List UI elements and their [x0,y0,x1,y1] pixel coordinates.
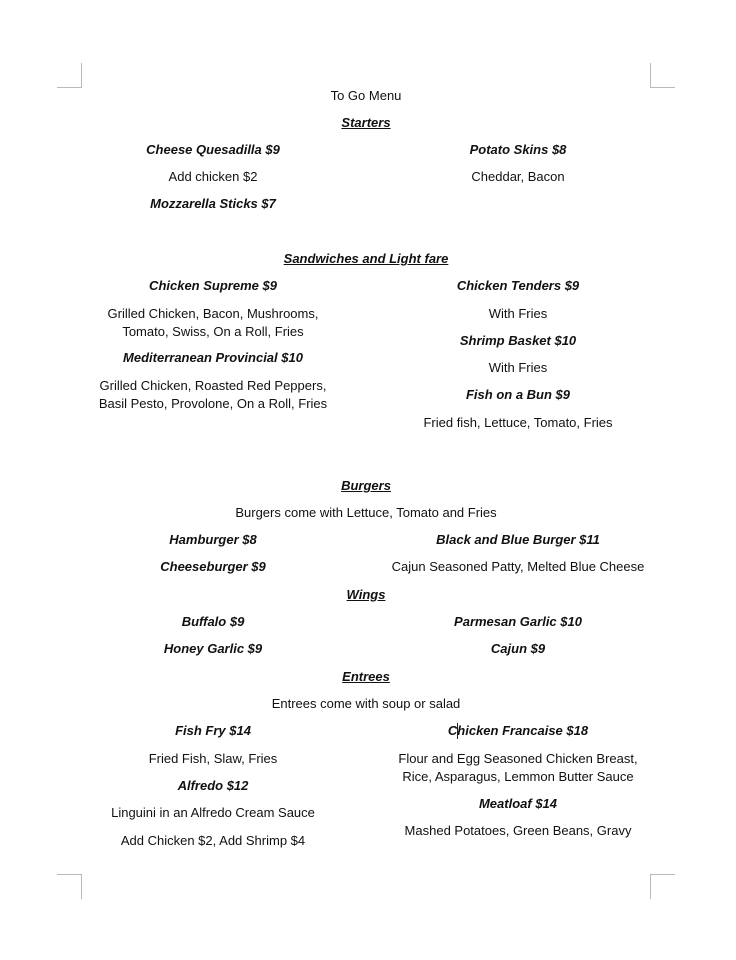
menu-item-desc: Fried fish, Lettuce, Tomato, Fries [423,415,613,430]
menu-item-name: Shrimp Basket $10 [459,333,577,348]
menu-item-name: Mediterranean Provincial $10 [123,350,303,365]
section-heading-burgers: Burgers [341,478,391,493]
menu-item-desc: Mashed Potatoes, Green Beans, Gravy [404,823,632,838]
menu-item-desc: Fried Fish, Slaw, Fries [148,751,278,766]
menu-item-name: Hamburger $8 [169,532,257,547]
menu-item-name: Chicken Tenders $9 [456,278,580,293]
menu-item-desc: Cheddar, Bacon [471,169,565,184]
menu-item-name: Buffalo $9 [181,614,245,629]
menu-item-name: Fish on a Bun $9 [465,387,571,402]
menu-item-name: Honey Garlic $9 [163,641,263,656]
menu-item-name: Chicken Francaise $18 [447,723,589,738]
menu-item-desc: With Fries [488,306,548,321]
menu-item-desc: Add chicken $2 [168,169,258,184]
section-heading-sandwiches: Sandwiches and Light fare [283,251,449,266]
menu-item-name: Black and Blue Burger $11 [436,532,600,547]
menu-item-name: Mozzarella Sticks $7 [150,196,276,211]
menu-item-name: Potato Skins $8 [469,142,567,157]
menu-item-name: Cajun $9 [490,641,546,656]
section-note: Entrees come with soup or salad [271,696,461,711]
crop-mark-top-left [57,63,82,88]
menu-item-name: Chicken Supreme $9 [149,278,277,293]
menu-item-name: Parmesan Garlic $10 [454,614,582,629]
menu-item-desc: Grilled Chicken, Bacon, Mushrooms, Tomato, Swiss, On a Roll, Fries [107,306,319,339]
section-note: Burgers come with Lettuce, Tomato and Fries [235,505,497,520]
menu-item-name: Cheeseburger $9 [160,559,266,574]
crop-mark-bottom-right [650,874,675,899]
section-heading-starters: Starters [341,115,391,130]
menu-item-name: Cheese Quesadilla $9 [146,142,280,157]
menu-item-name: Fish Fry $14 [175,723,251,738]
menu-item-name: Meatloaf $14 [478,796,558,811]
menu-title: To Go Menu [330,88,402,103]
menu-item-desc: With Fries [488,360,548,375]
section-heading-wings: Wings [346,587,386,602]
crop-mark-bottom-left [57,874,82,899]
menu-item-desc: Cajun Seasoned Patty, Melted Blue Cheese [391,559,645,574]
menu-item-desc: Linguini in an Alfredo Cream Sauce [111,805,315,820]
crop-mark-top-right [650,63,675,88]
menu-item-extra: Add Chicken $2, Add Shrimp $4 [120,833,306,848]
menu-item-desc: Grilled Chicken, Roasted Red Peppers, Basil Pesto, Provolone, On a Roll, Fries [98,378,328,411]
menu-item-name: Alfredo $12 [177,778,249,793]
menu-item-desc: Flour and Egg Seasoned Chicken Breast, Rice, Asparagus, Lemmon Butter Sauce [398,751,638,784]
section-heading-entrees: Entrees [342,669,390,684]
